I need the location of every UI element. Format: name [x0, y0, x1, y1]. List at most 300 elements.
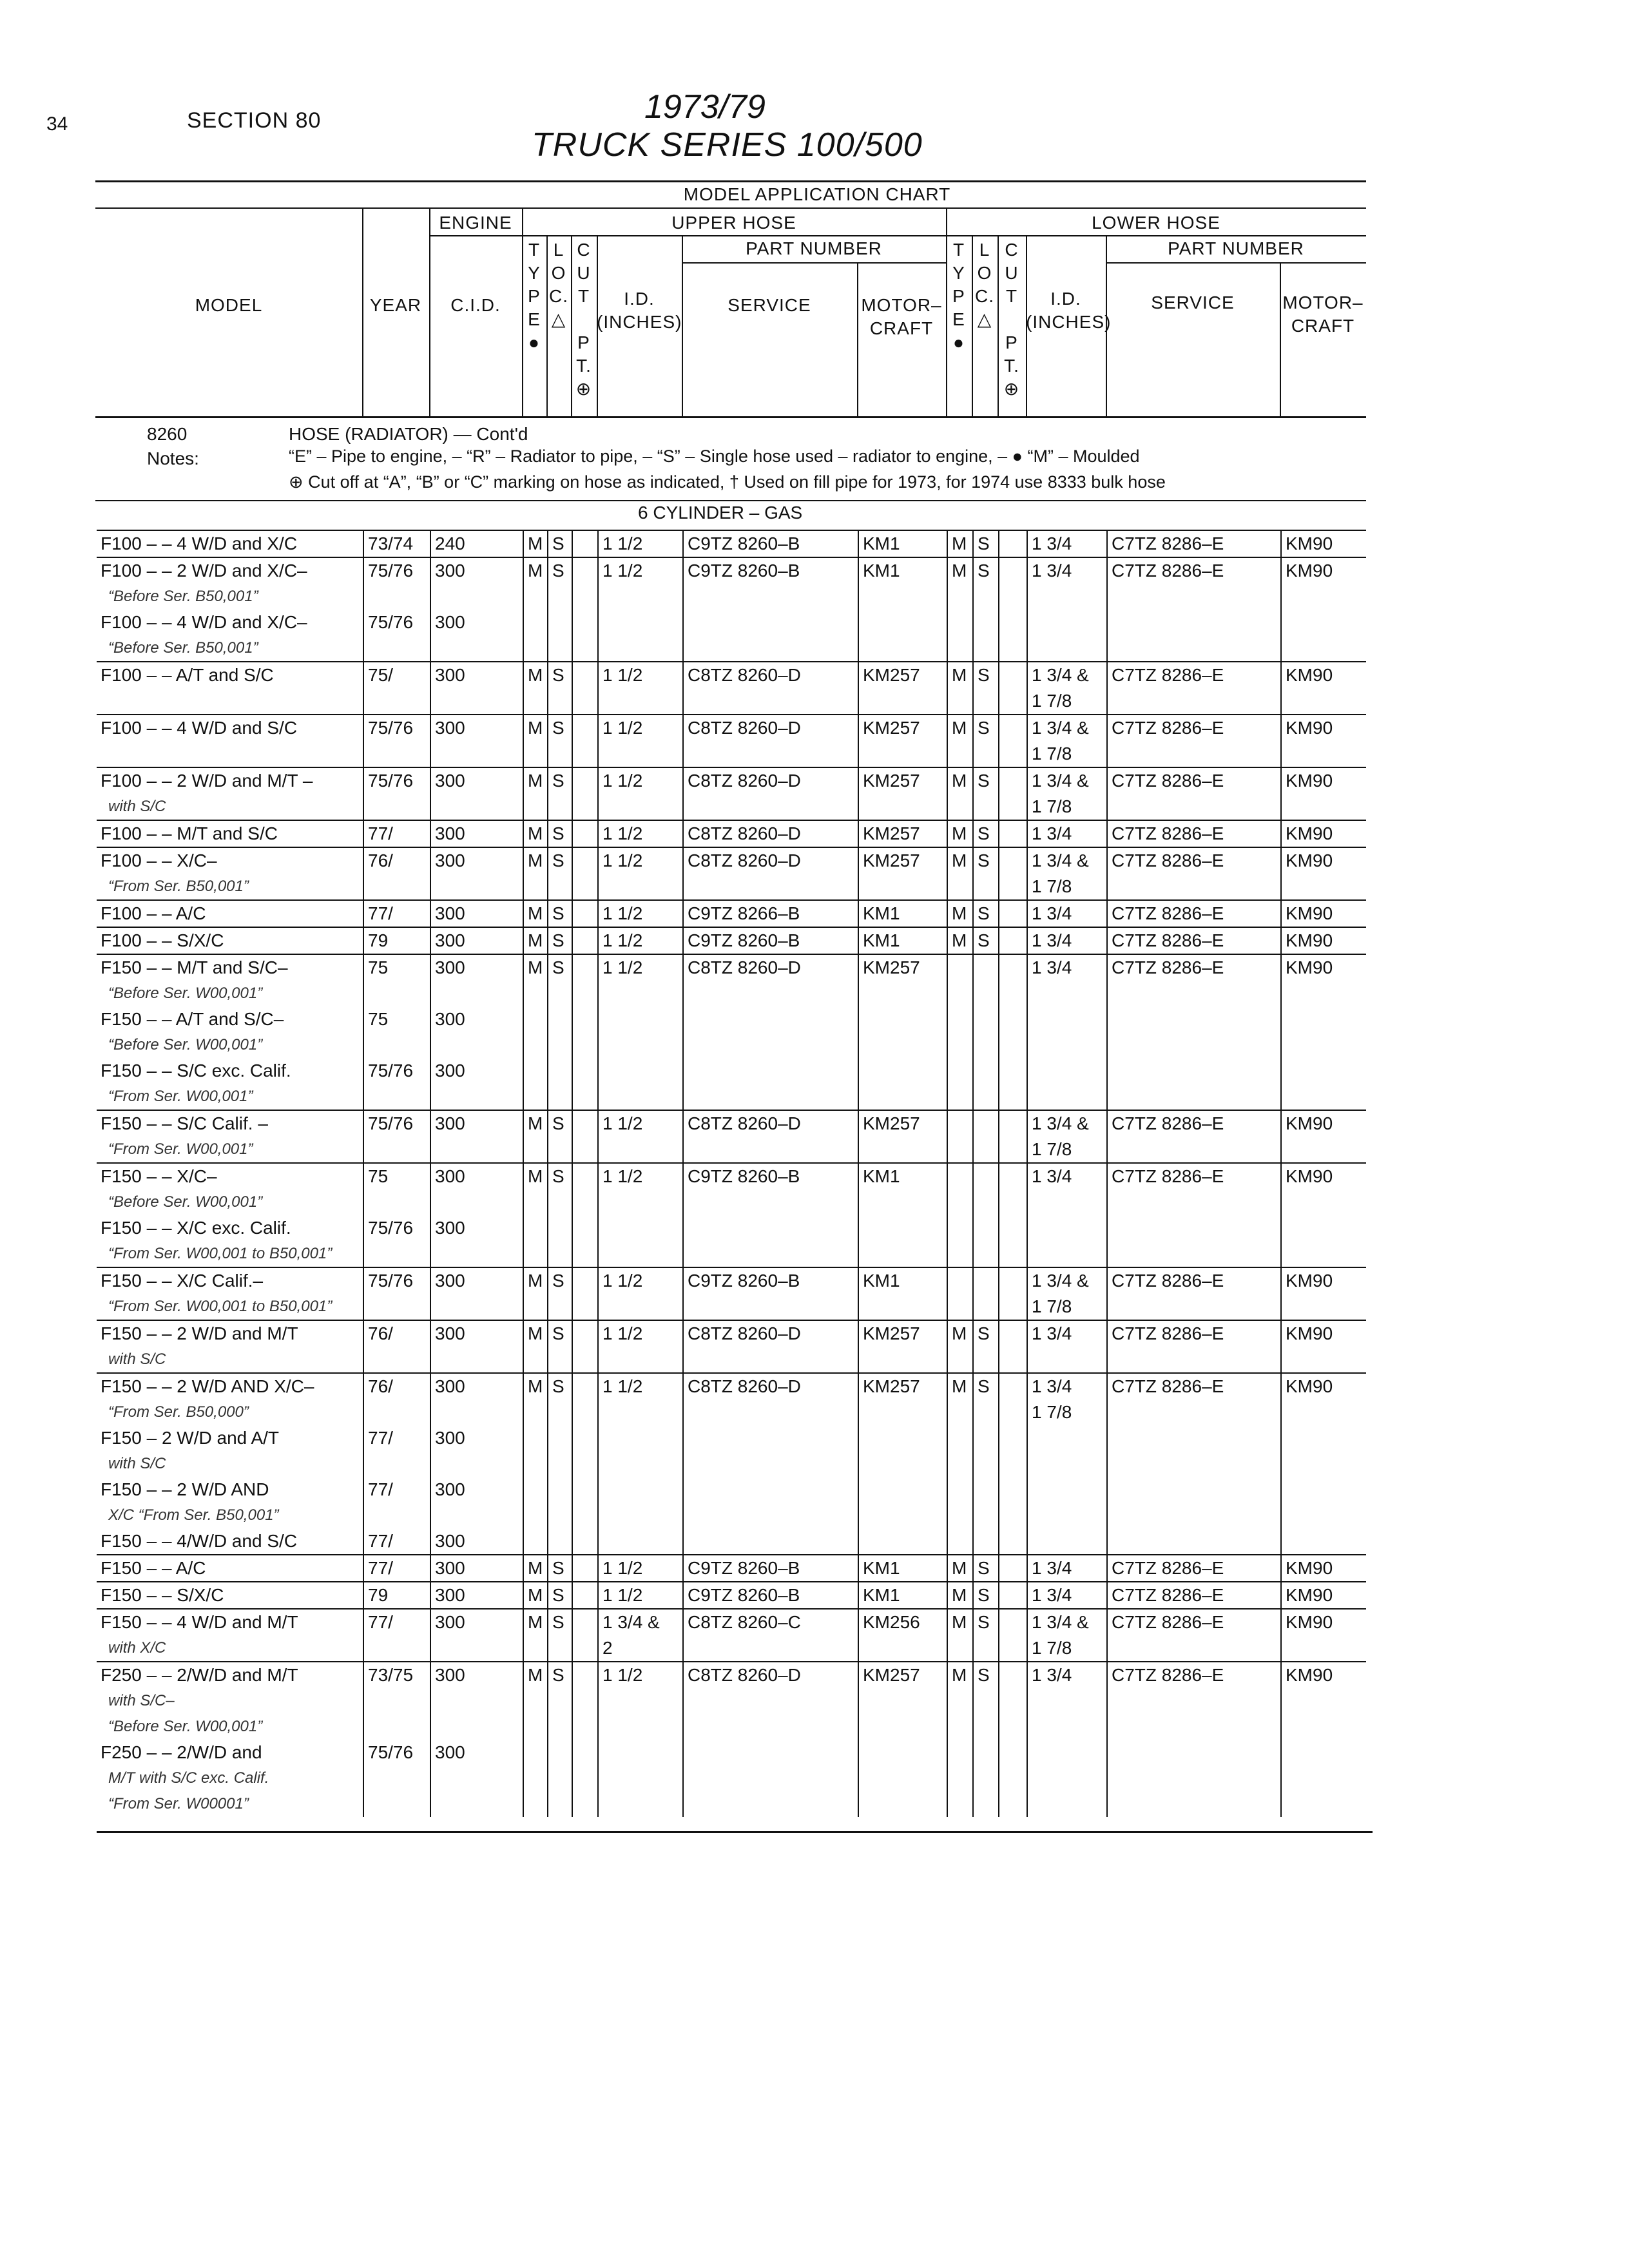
lower-id-cell — [1027, 1425, 1107, 1451]
lower-motorcraft-cell — [1281, 1347, 1366, 1373]
year-cell: 79 — [363, 1582, 430, 1609]
model-cell: “Before Ser. W00,001” — [108, 1036, 263, 1053]
year-cell: 73/75 — [363, 1662, 430, 1688]
model-cell: with S/C– — [108, 1692, 175, 1709]
table-row — [97, 927, 1366, 954]
model-cell: F250 – – 2/W/D and — [101, 1742, 262, 1762]
lower-service-cell — [1107, 688, 1281, 715]
upper-service-heading: SERVICE — [728, 295, 811, 315]
upper-cut-cell — [572, 715, 598, 741]
year-cell: 75/76 — [363, 1267, 430, 1294]
upper-type-cell: M — [523, 1555, 548, 1582]
lower-type-cell — [947, 688, 973, 715]
model-cell: F100 – – A/C — [97, 900, 363, 927]
lower-loc-cell — [973, 1110, 999, 1137]
section-label: SECTION 80 — [187, 108, 322, 133]
upper-cut-cell — [572, 1688, 598, 1714]
upper-service-cell: C8TZ 8260–C — [683, 1609, 858, 1635]
upper-id-cell — [598, 1032, 683, 1058]
lower-cut-cell — [999, 635, 1027, 662]
lower-loc-cell — [973, 1058, 999, 1084]
model-cell: F150 – – X/C exc. Calif. — [101, 1218, 291, 1238]
lower-type-cell: M — [947, 1373, 973, 1399]
upper-loc-cell: S — [548, 1555, 572, 1582]
lower-service-cell — [1107, 1688, 1281, 1714]
upper-cut-cell — [572, 1215, 598, 1241]
lower-loc-cell — [973, 1425, 999, 1451]
year-cell: 77/ — [363, 1477, 430, 1503]
cid-cell: 300 — [430, 1425, 523, 1451]
upper-loc-cell — [548, 1688, 572, 1714]
table-row — [97, 1320, 1366, 1347]
upper-type-cell: M — [523, 557, 548, 584]
lower-id-cell: 1 3/4 — [1027, 1582, 1107, 1609]
upper-id-cell — [598, 1477, 683, 1503]
year-cell — [363, 1294, 430, 1320]
group-heading: 6 CYLINDER – GAS — [638, 503, 803, 523]
lower-cut-cell — [999, 1740, 1027, 1765]
lower-service-cell — [1107, 1241, 1281, 1267]
upper-motorcraft-cell: KM257 — [858, 767, 947, 794]
upper-type-cell: M — [523, 1320, 548, 1347]
upper-cut-cell — [572, 900, 598, 927]
lower-id-cell — [1027, 1084, 1107, 1110]
upper-id-cell — [598, 1765, 683, 1791]
lower-type-cell: M — [947, 530, 973, 557]
lower-loc-cell: S — [973, 927, 999, 954]
lower-service-cell: C7TZ 8286–E — [1107, 847, 1281, 874]
lower-cut-cell — [999, 1294, 1027, 1320]
upper-loc-cell — [548, 1006, 572, 1032]
lower-id-cell — [1027, 610, 1107, 635]
year-cell — [363, 1189, 430, 1215]
upper-motorcraft-cell: KM1 — [858, 927, 947, 954]
upper-id-cell — [598, 1399, 683, 1425]
table-row — [97, 557, 1366, 584]
lower-type-cell — [947, 1477, 973, 1503]
upper-id-cell — [598, 1714, 683, 1740]
cid-cell: 300 — [430, 1582, 523, 1609]
lower-id-cell: 1 3/4 — [1027, 1662, 1107, 1688]
lower-service-cell: C7TZ 8286–E — [1107, 715, 1281, 741]
upper-id-cell: 1 1/2 — [598, 820, 683, 847]
lower-cut-cell — [999, 1399, 1027, 1425]
lower-loc-cell — [973, 1137, 999, 1163]
lower-loc-cell: S — [973, 557, 999, 584]
table-row — [97, 530, 1366, 557]
upper-service-cell — [683, 1215, 858, 1241]
upper-cut-cell — [572, 1373, 598, 1399]
upper-cut-cell — [572, 874, 598, 900]
upper-motorcraft-cell: KM256 — [858, 1609, 947, 1635]
upper-loc-cell — [548, 1215, 572, 1241]
upper-cut-cell — [572, 820, 598, 847]
lower-type-cell — [947, 1399, 973, 1425]
year-cell — [363, 1399, 430, 1425]
table-row — [97, 1791, 1366, 1817]
table-row — [97, 1662, 1366, 1688]
upper-type-cell — [523, 1084, 548, 1110]
lower-motorcraft-cell: KM90 — [1281, 530, 1366, 557]
lower-service-cell: C7TZ 8286–E — [1107, 1555, 1281, 1582]
upper-type-cell — [523, 981, 548, 1006]
lower-service-cell — [1107, 1503, 1281, 1528]
year-cell — [363, 688, 430, 715]
lower-motorcraft-cell — [1281, 1425, 1366, 1451]
cid-cell — [430, 981, 523, 1006]
lower-motorcraft-cell — [1281, 1006, 1366, 1032]
lower-cut-cell — [999, 530, 1027, 557]
lower-loc-cell — [973, 981, 999, 1006]
cid-cell — [430, 1189, 523, 1215]
year-cell: 77/ — [363, 820, 430, 847]
lower-id-cell: 1 3/4 & — [1027, 847, 1107, 874]
lower-service-cell — [1107, 1137, 1281, 1163]
upper-motorcraft-cell: KM1 — [858, 530, 947, 557]
upper-motorcraft-cell — [858, 1765, 947, 1791]
lower-loc-cell — [973, 1084, 999, 1110]
upper-id-cell — [598, 1084, 683, 1110]
lower-motorcraft-cell: KM90 — [1281, 715, 1366, 741]
cid-cell — [430, 1635, 523, 1662]
upper-type-cell — [523, 1241, 548, 1267]
year-cell — [363, 1714, 430, 1740]
lower-service-cell — [1107, 741, 1281, 767]
lower-service-cell — [1107, 1714, 1281, 1740]
lower-loc-cell — [973, 954, 999, 981]
upper-loc-cell — [548, 1528, 572, 1555]
cid-heading: C.I.D. — [450, 295, 501, 315]
upper-cut-cell — [572, 1765, 598, 1791]
upper-loc-cell — [548, 874, 572, 900]
lower-service-cell: C7TZ 8286–E — [1107, 1373, 1281, 1399]
lower-service-cell — [1107, 874, 1281, 900]
upper-motorcraft-cell: KM1 — [858, 1555, 947, 1582]
lower-cut-cell — [999, 767, 1027, 794]
lower-loc-cell — [973, 584, 999, 610]
lower-id-cell: 1 7/8 — [1027, 794, 1107, 820]
upper-service-cell: C9TZ 8260–B — [683, 1163, 858, 1189]
lower-loc-cell: S — [973, 1320, 999, 1347]
table-row — [97, 1267, 1366, 1294]
upper-service-cell — [683, 1032, 858, 1058]
lower-cut-cell — [999, 715, 1027, 741]
upper-service-cell — [683, 794, 858, 820]
lower-id-cell — [1027, 1032, 1107, 1058]
upper-service-cell: C8TZ 8260–D — [683, 954, 858, 981]
lower-id-cell — [1027, 981, 1107, 1006]
model-cell: “From Ser. W00,001 to B50,001” — [108, 1245, 333, 1262]
upper-service-cell — [683, 1635, 858, 1662]
lower-motorcraft-cell: KM90 — [1281, 1373, 1366, 1399]
cid-cell: 300 — [430, 1320, 523, 1347]
lower-loc-cell — [973, 1189, 999, 1215]
upper-service-cell: C8TZ 8260–D — [683, 662, 858, 688]
upper-cut-cell — [572, 1503, 598, 1528]
upper-id-cell — [598, 1503, 683, 1528]
lower-motorcraft-cell — [1281, 1058, 1366, 1084]
upper-cut-cell — [572, 1662, 598, 1688]
upper-cut-cell — [572, 1399, 598, 1425]
upper-service-cell: C8TZ 8260–D — [683, 715, 858, 741]
lower-service-cell: C7TZ 8286–E — [1107, 900, 1281, 927]
upper-loc-cell — [548, 1137, 572, 1163]
lower-id-cell — [1027, 1765, 1107, 1791]
cid-cell — [430, 1688, 523, 1714]
upper-type-cell: M — [523, 954, 548, 981]
cid-cell: 300 — [430, 1110, 523, 1137]
upper-id-heading: I.D. (INCHES) — [597, 289, 682, 332]
table-row — [97, 635, 1366, 662]
lower-type-cell — [947, 1241, 973, 1267]
lower-service-cell — [1107, 981, 1281, 1006]
upper-motorcraft-cell — [858, 1399, 947, 1425]
upper-loc-cell: S — [548, 1582, 572, 1609]
upper-id-cell: 1 1/2 — [598, 1582, 683, 1609]
lower-loc-cell — [973, 1688, 999, 1714]
upper-motorcraft-cell — [858, 1425, 947, 1451]
upper-loc-cell — [548, 1241, 572, 1267]
lower-cut-cell — [999, 1582, 1027, 1609]
lower-id-cell — [1027, 1189, 1107, 1215]
year-cell — [363, 794, 430, 820]
lower-service-cell — [1107, 584, 1281, 610]
page-number: 34 — [46, 113, 68, 135]
upper-motorcraft-cell — [858, 610, 947, 635]
upper-type-cell — [523, 1688, 548, 1714]
lower-service-cell: C7TZ 8286–E — [1107, 1110, 1281, 1137]
upper-service-cell — [683, 635, 858, 662]
upper-cut-cell — [572, 1528, 598, 1555]
lower-loc-cell: S — [973, 1373, 999, 1399]
upper-id-cell — [598, 794, 683, 820]
upper-motorcraft-cell — [858, 1058, 947, 1084]
upper-type-cell — [523, 1451, 548, 1477]
upper-id-cell — [598, 1347, 683, 1373]
upper-cut-cell — [572, 530, 598, 557]
lower-loc-cell: S — [973, 820, 999, 847]
table-row — [97, 1714, 1366, 1740]
upper-id-cell — [598, 874, 683, 900]
cid-cell: 300 — [430, 820, 523, 847]
upper-loc-cell — [548, 1477, 572, 1503]
upper-type-cell: M — [523, 530, 548, 557]
lower-id-cell: 1 3/4 & — [1027, 1267, 1107, 1294]
lower-motorcraft-cell — [1281, 1791, 1366, 1817]
upper-id-cell — [598, 1688, 683, 1714]
upper-service-cell: C8TZ 8260–D — [683, 1373, 858, 1399]
lower-motorcraft-cell: KM90 — [1281, 927, 1366, 954]
lower-cut-cell — [999, 954, 1027, 981]
upper-motorcraft-cell — [858, 1347, 947, 1373]
model-cell: F150 – – A/T and S/C– — [101, 1009, 284, 1029]
upper-type-cell — [523, 1215, 548, 1241]
lower-type-cell — [947, 1189, 973, 1215]
lower-loc-cell: S — [973, 530, 999, 557]
upper-service-cell — [683, 1791, 858, 1817]
lower-type-cell — [947, 1503, 973, 1528]
upper-service-cell — [683, 1528, 858, 1555]
lower-motorcraft-cell: KM90 — [1281, 662, 1366, 688]
lower-type-cell — [947, 1347, 973, 1373]
upper-id-cell — [598, 1451, 683, 1477]
lower-type-cell: M — [947, 1555, 973, 1582]
lower-cut-cell — [999, 662, 1027, 688]
lower-cut-cell — [999, 1373, 1027, 1399]
model-cell: F100 – – A/T and S/C — [97, 662, 363, 688]
table-row — [97, 1241, 1366, 1267]
table-row — [97, 1555, 1366, 1582]
lower-cut-cell — [999, 557, 1027, 584]
model-cell: F150 – – 4 W/D and M/T — [97, 1609, 363, 1635]
lower-loc-heading: L O C. △ — [975, 240, 994, 329]
lower-id-cell — [1027, 1688, 1107, 1714]
model-cell: with S/C — [108, 798, 166, 815]
upper-loc-cell — [548, 1347, 572, 1373]
cid-cell: 300 — [430, 1267, 523, 1294]
lower-id-cell: 1 3/4 & — [1027, 767, 1107, 794]
model-cell: “From Ser. W00,001” — [108, 1088, 253, 1105]
cid-cell: 300 — [430, 1555, 523, 1582]
cid-cell: 300 — [430, 1662, 523, 1688]
year-cell: 75/76 — [363, 1110, 430, 1137]
model-cell: “Before Ser. W00,001” — [108, 1193, 263, 1211]
lower-loc-cell: S — [973, 767, 999, 794]
lower-service-cell — [1107, 1791, 1281, 1817]
upper-loc-cell — [548, 635, 572, 662]
lower-motorcraft-cell: KM90 — [1281, 1320, 1366, 1347]
upper-cut-cell — [572, 688, 598, 715]
table-row — [97, 610, 1366, 635]
model-cell: M/T with S/C exc. Calif. — [108, 1769, 269, 1787]
lower-type-cell — [947, 1740, 973, 1765]
lower-cut-cell — [999, 1241, 1027, 1267]
year-cell — [363, 1137, 430, 1163]
upper-cut-cell — [572, 981, 598, 1006]
upper-type-cell: M — [523, 927, 548, 954]
upper-id-cell — [598, 635, 683, 662]
cid-cell — [430, 741, 523, 767]
lower-loc-cell — [973, 1528, 999, 1555]
table-row — [97, 1006, 1366, 1032]
year-cell: 77/ — [363, 1555, 430, 1582]
upper-cut-cell — [572, 1241, 598, 1267]
upper-cut-cell — [572, 1084, 598, 1110]
upper-type-cell — [523, 874, 548, 900]
year-cell: 77/ — [363, 1528, 430, 1555]
lower-cut-cell — [999, 1137, 1027, 1163]
lower-cut-cell — [999, 1609, 1027, 1635]
lower-motorcraft-cell — [1281, 1084, 1366, 1110]
lower-motorcraft-cell: KM90 — [1281, 557, 1366, 584]
application-table — [97, 530, 1366, 1817]
lower-id-cell: 1 7/8 — [1027, 874, 1107, 900]
upper-service-cell — [683, 1189, 858, 1215]
lower-id-cell: 1 7/8 — [1027, 1399, 1107, 1425]
table-row — [97, 1765, 1366, 1791]
table-row — [97, 981, 1366, 1006]
lower-type-cell — [947, 610, 973, 635]
upper-loc-cell — [548, 584, 572, 610]
model-cell: with S/C — [108, 1350, 166, 1368]
upper-motorcraft-cell — [858, 584, 947, 610]
lower-motorcraft-cell: KM90 — [1281, 1110, 1366, 1137]
lower-cut-cell — [999, 584, 1027, 610]
model-cell: with X/C — [108, 1639, 166, 1657]
upper-type-cell — [523, 1347, 548, 1373]
table-row — [97, 1399, 1366, 1425]
cid-cell — [430, 1137, 523, 1163]
upper-type-cell — [523, 1399, 548, 1425]
model-cell: F100 – – 2 W/D and X/C– — [97, 557, 363, 584]
model-cell: F150 – – 4/W/D and S/C — [101, 1531, 298, 1551]
year-cell: 77/ — [363, 1425, 430, 1451]
table-row — [97, 688, 1366, 715]
model-cell — [97, 741, 363, 767]
upper-motorcraft-cell: KM1 — [858, 557, 947, 584]
upper-service-cell — [683, 1137, 858, 1163]
year-cell — [363, 1635, 430, 1662]
upper-id-cell: 1 1/2 — [598, 662, 683, 688]
upper-type-cell — [523, 1528, 548, 1555]
lower-type-cell — [947, 1635, 973, 1662]
upper-id-cell: 1 1/2 — [598, 767, 683, 794]
lower-motorcraft-cell — [1281, 741, 1366, 767]
year-cell: 75/76 — [363, 1058, 430, 1084]
upper-motorcraft-cell — [858, 1032, 947, 1058]
upper-service-cell — [683, 584, 858, 610]
lower-loc-cell: S — [973, 1662, 999, 1688]
cid-cell: 300 — [430, 1215, 523, 1241]
lower-id-cell — [1027, 584, 1107, 610]
upper-motorcraft-cell: KM257 — [858, 1320, 947, 1347]
upper-service-cell — [683, 688, 858, 715]
lower-cut-cell — [999, 1451, 1027, 1477]
upper-type-cell: M — [523, 1163, 548, 1189]
lower-loc-cell — [973, 874, 999, 900]
lower-motorcraft-cell: KM90 — [1281, 1267, 1366, 1294]
upper-id-cell: 1 1/2 — [598, 715, 683, 741]
lower-loc-cell — [973, 741, 999, 767]
upper-service-cell — [683, 1714, 858, 1740]
upper-loc-cell: S — [548, 557, 572, 584]
lower-loc-cell — [973, 1740, 999, 1765]
upper-service-cell — [683, 1241, 858, 1267]
lower-service-cell — [1107, 794, 1281, 820]
year-cell — [363, 1032, 430, 1058]
lower-service-cell: C7TZ 8286–E — [1107, 820, 1281, 847]
cid-cell: 300 — [430, 954, 523, 981]
model-cell: “Before Ser. B50,001” — [108, 588, 258, 605]
year-cell: 75/76 — [363, 610, 430, 635]
model-cell: “From Ser. W00,001 to B50,001” — [108, 1298, 333, 1315]
upper-loc-cell — [548, 1740, 572, 1765]
year-cell: 76/ — [363, 1373, 430, 1399]
upper-type-cell — [523, 1137, 548, 1163]
lower-id-cell: 1 3/4 — [1027, 1163, 1107, 1189]
upper-hose-heading: UPPER HOSE — [671, 213, 796, 233]
lower-loc-cell — [973, 1451, 999, 1477]
table-row — [97, 820, 1366, 847]
upper-loc-cell: S — [548, 900, 572, 927]
table-row — [97, 1688, 1366, 1714]
model-cell: “From Ser. B50,000” — [108, 1403, 249, 1421]
lower-type-cell — [947, 954, 973, 981]
cid-cell — [430, 635, 523, 662]
upper-cut-cell — [572, 1032, 598, 1058]
cid-cell — [430, 1503, 523, 1528]
cid-cell: 300 — [430, 662, 523, 688]
